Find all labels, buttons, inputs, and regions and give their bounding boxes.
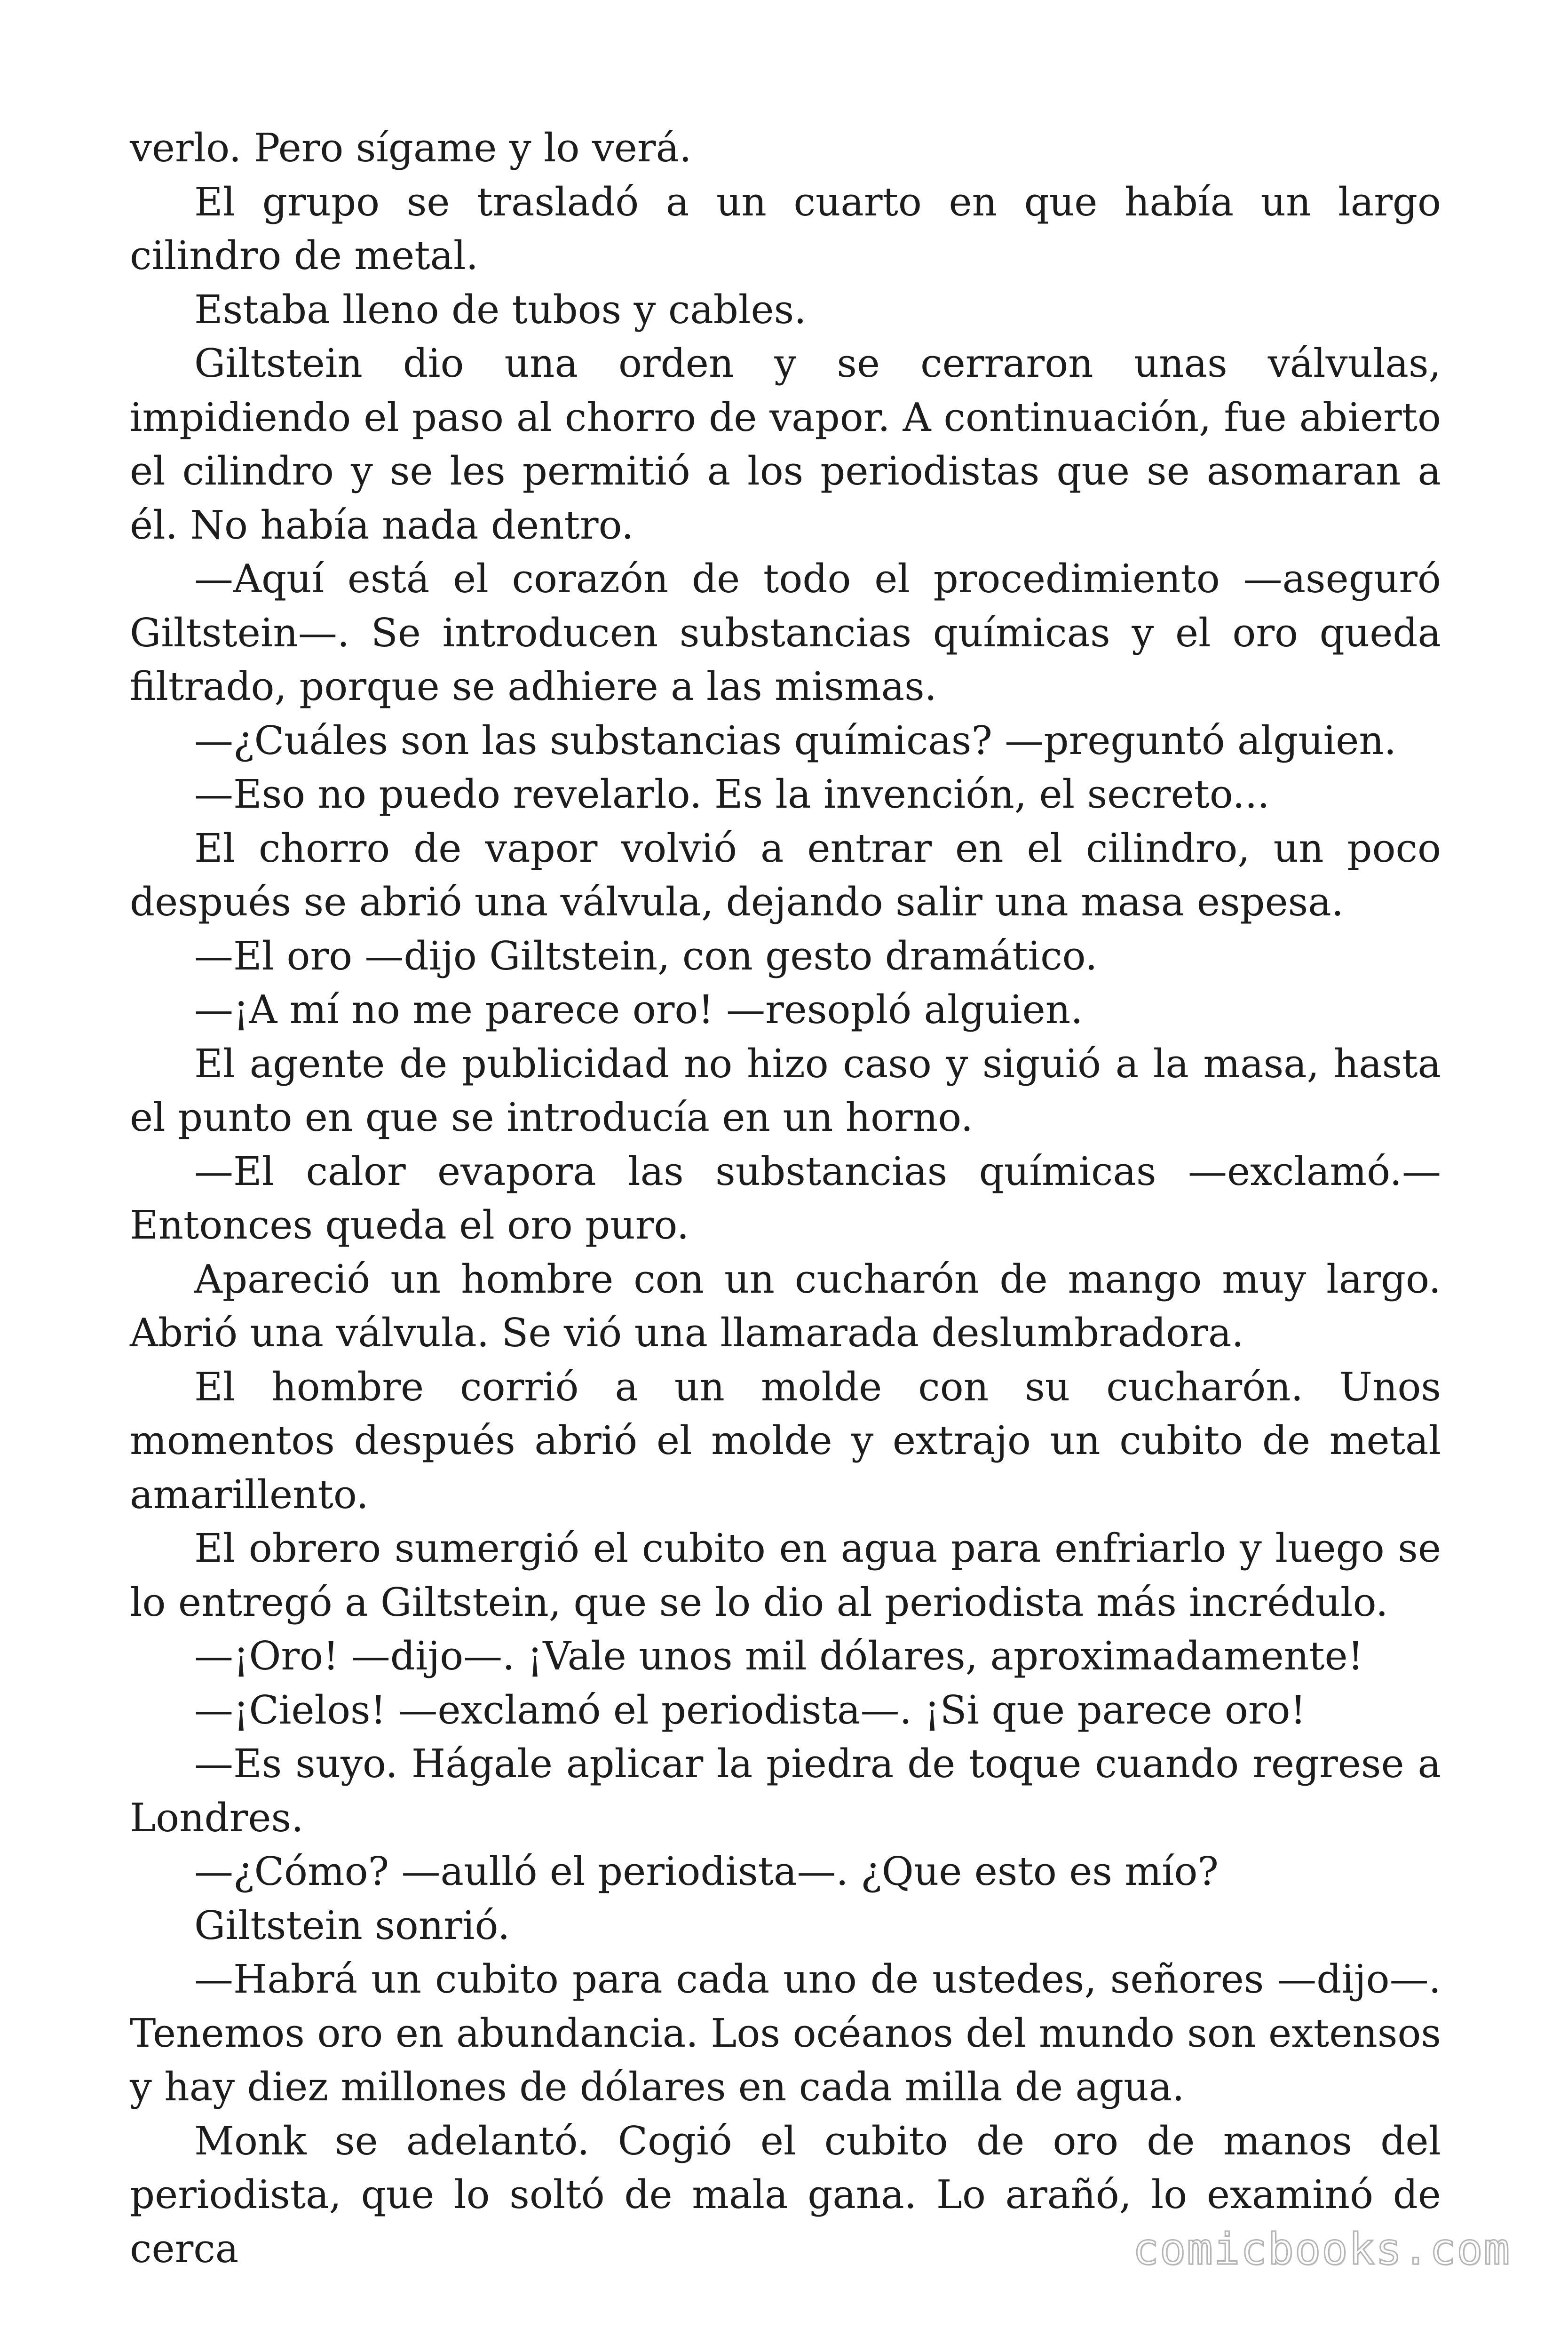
paragraph: El obrero sumergió el cubito en agua para enfriarlo y luego se lo entregó a Giltstein, que se lo dio al periodista más incrédulo. [130,1526,1441,1625]
paragraph: —¡Cielos! —exclamó el periodista—. ¡Si que parece oro! [194,1687,1306,1733]
paragraph: Giltstein dio una orden y se cerraron unas válvulas, impidiendo el paso al chorro de vapor. A continuación, fue abierto el cilindro y se les permitió a los periodistas que se asomaran a él. No había nada dentro. [130,341,1441,548]
paragraph: —¡A mí no me parece oro! —resopló alguien. [194,987,1083,1033]
paragraph: —¡Oro! —dijo—. ¡Vale unos mil dólares, aproximadamente! [194,1633,1363,1679]
paragraph: —El oro —dijo Giltstein, con gesto dramático. [194,933,1098,979]
paragraph: —El calor evapora las substancias químicas —exclamó.— Entonces queda el oro puro. [130,1148,1441,1248]
paragraph: Giltstein sonrió. [194,1902,510,1948]
paragraph: El grupo se trasladó a un cuarto en que había un largo cilindro de metal. [130,179,1441,278]
paragraph: Monk se adelantó. Cogió el cubito de oro de manos del periodista, que lo soltó de mala gana. Lo arañó, lo examinó de cerca [130,2118,1441,2272]
paragraph: —Es suyo. Hágale aplicar la piedra de toque cuando regrese a Londres. [130,1741,1441,1841]
paragraph: —Habrá un cubito para cada uno de ustedes, señores —dijo—. Tenemos oro en abundancia. Los océanos del mundo son extensos y hay diez millones de dólares en cada milla de agua. [130,1956,1441,2110]
watermark: comicbooks.com [1132,2224,1511,2274]
paragraph: verlo. Pero sígame y lo verá. [130,125,692,171]
paragraph: El agente de publicidad no hizo caso y siguió a la masa, hasta el punto en que se introducía en un horno. [130,1041,1441,1140]
paragraph: —¿Cómo? —aulló el periodista—. ¿Que esto es mío? [194,1849,1219,1894]
paragraph: Apareció un hombre con un cucharón de mango muy largo. Abrió una válvula. Se vió una llamarada deslumbradora. [130,1256,1441,1356]
paragraph: Estaba lleno de tubos y cables. [194,286,807,333]
paragraph: —Eso no puedo revelarlo. Es la invención, el secreto... [194,771,1270,817]
paragraph: —Aquí está el corazón de todo el procedimiento —aseguró Giltstein—. Se introducen substancias químicas y el oro queda filtrado, porque se adhiere a las mismas. [130,556,1441,709]
paragraph: —¿Cuáles son las substancias químicas? —preguntó alguien. [194,717,1397,763]
paragraph: El hombre corrió a un molde con su cucharón. Unos momentos después abrió el molde y extrajo un cubito de metal amarillento. [130,1364,1441,1518]
paragraph: El chorro de vapor volvió a entrar en el cilindro, un poco después se abrió una válvula, dejando salir una masa espesa. [130,825,1441,925]
